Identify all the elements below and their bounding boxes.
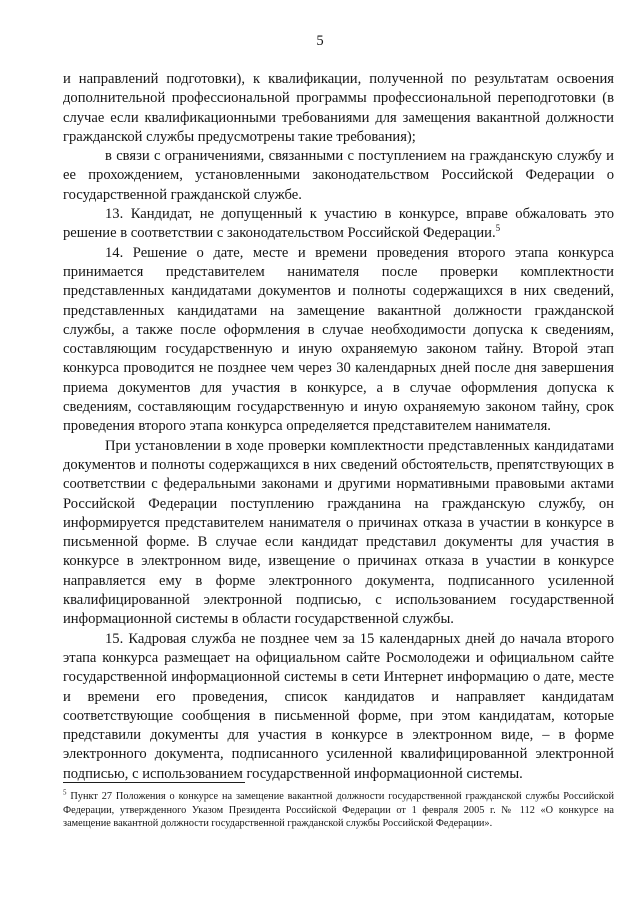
footnote-text: Пункт 27 Положения о конкурсе на замещение вакантной должности государственной гражданской службы Российской Федерации, утвержденного Указом Президента Российской Федерации от 1 февраля 2005 г. № 112 «О конкурсе на замещение вакантной должности государственной гражданской службы Российской Федерации». <box>63 791 614 830</box>
footnote <box>63 790 614 831</box>
body-text <box>63 70 614 784</box>
footnote-divider <box>63 782 245 783</box>
paragraph-14: 14. Решение о дате, месте и времени проведения второго этапа конкурса принимается представителем нанимателя после проверки комплектности представленных кандидатами документов и полноты содержащихся в них сведений, представленных кандидатами на замещение вакантной должности гражданской службы, а также после оформления в случае необходимости допуска к сведениям, составляющим государственную и иную охраняемую законом тайну. Второй этап конкурса проводится не позднее чем через 30 календарных дней после дня завершения приема документов для участия в конкурсе, а в случае оформления допуска к сведениям, составляющим государственную и иную охраняемую законом тайну, срок проведения второго этапа конкурса определяется представителем нанимателя. <box>63 244 614 435</box>
page-number: 5 <box>316 33 324 49</box>
paragraph-refusal: При установлении в ходе проверки комплектности представленных кандидатами документов и полноты содержащихся в них сведений обстоятельств, препятствующих в соответствии с федеральными законами и другими нормативными правовыми актами Российской Федерации поступлению гражданина на гражданскую службу, он информируется представителем нанимателя о причинах отказа в участии в конкурсе в письменной форме. В случае если кандидат представил документы для участия в конкурсе в электронном виде, извещение о причинах отказа в участии в конкурсе направляется ему в форме электронного документа, подписанного усиленной квалифицированной электронной подписью, с использованием государственной информационной системы в области государственной службы. <box>63 437 614 628</box>
footnote-number: 5 <box>63 788 67 797</box>
paragraph-restrictions: в связи с ограничениями, связанными с поступлением на гражданскую службу и ее прохождением, установленными законодательством Российской Федерации о государственной гражданской службе. <box>63 148 614 203</box>
paragraph-13: 13. Кандидат, не допущенный к участию в конкурсе, вправе обжаловать это решение в соответствии с законодательством Российской Федерации.$^5$ <box>63 206 614 242</box>
paragraph-continuation: и направлений подготовки), к квалификации, полученной по результатам освоения дополнительной профессиональной программы профессиональной переподготовки (в случае если квалификационными требованиями для замещения вакантной должности гражданской службы предусмотрены такие требования); <box>63 71 614 145</box>
footnote-reference: 5 <box>495 223 501 234</box>
paragraph-15: 15. Кадровая служба не позднее чем за 15 календарных дней до начала второго этапа конкурса размещает на официальном сайте Росмолодежи и официальном сайте государственной информационной системы в сети Интернет информацию о дате, месте и времени его проведения, список кандидатов и направляет кандидатам соответствующие сообщения в письменной форме, при этом кандидатам, которые представили документы для участия в конкурсе в электронном виде, – в форме электронного документа, подписанного усиленной квалифицированной электронной подписью, с использованием государственной информационной системы. <box>63 630 614 782</box>
